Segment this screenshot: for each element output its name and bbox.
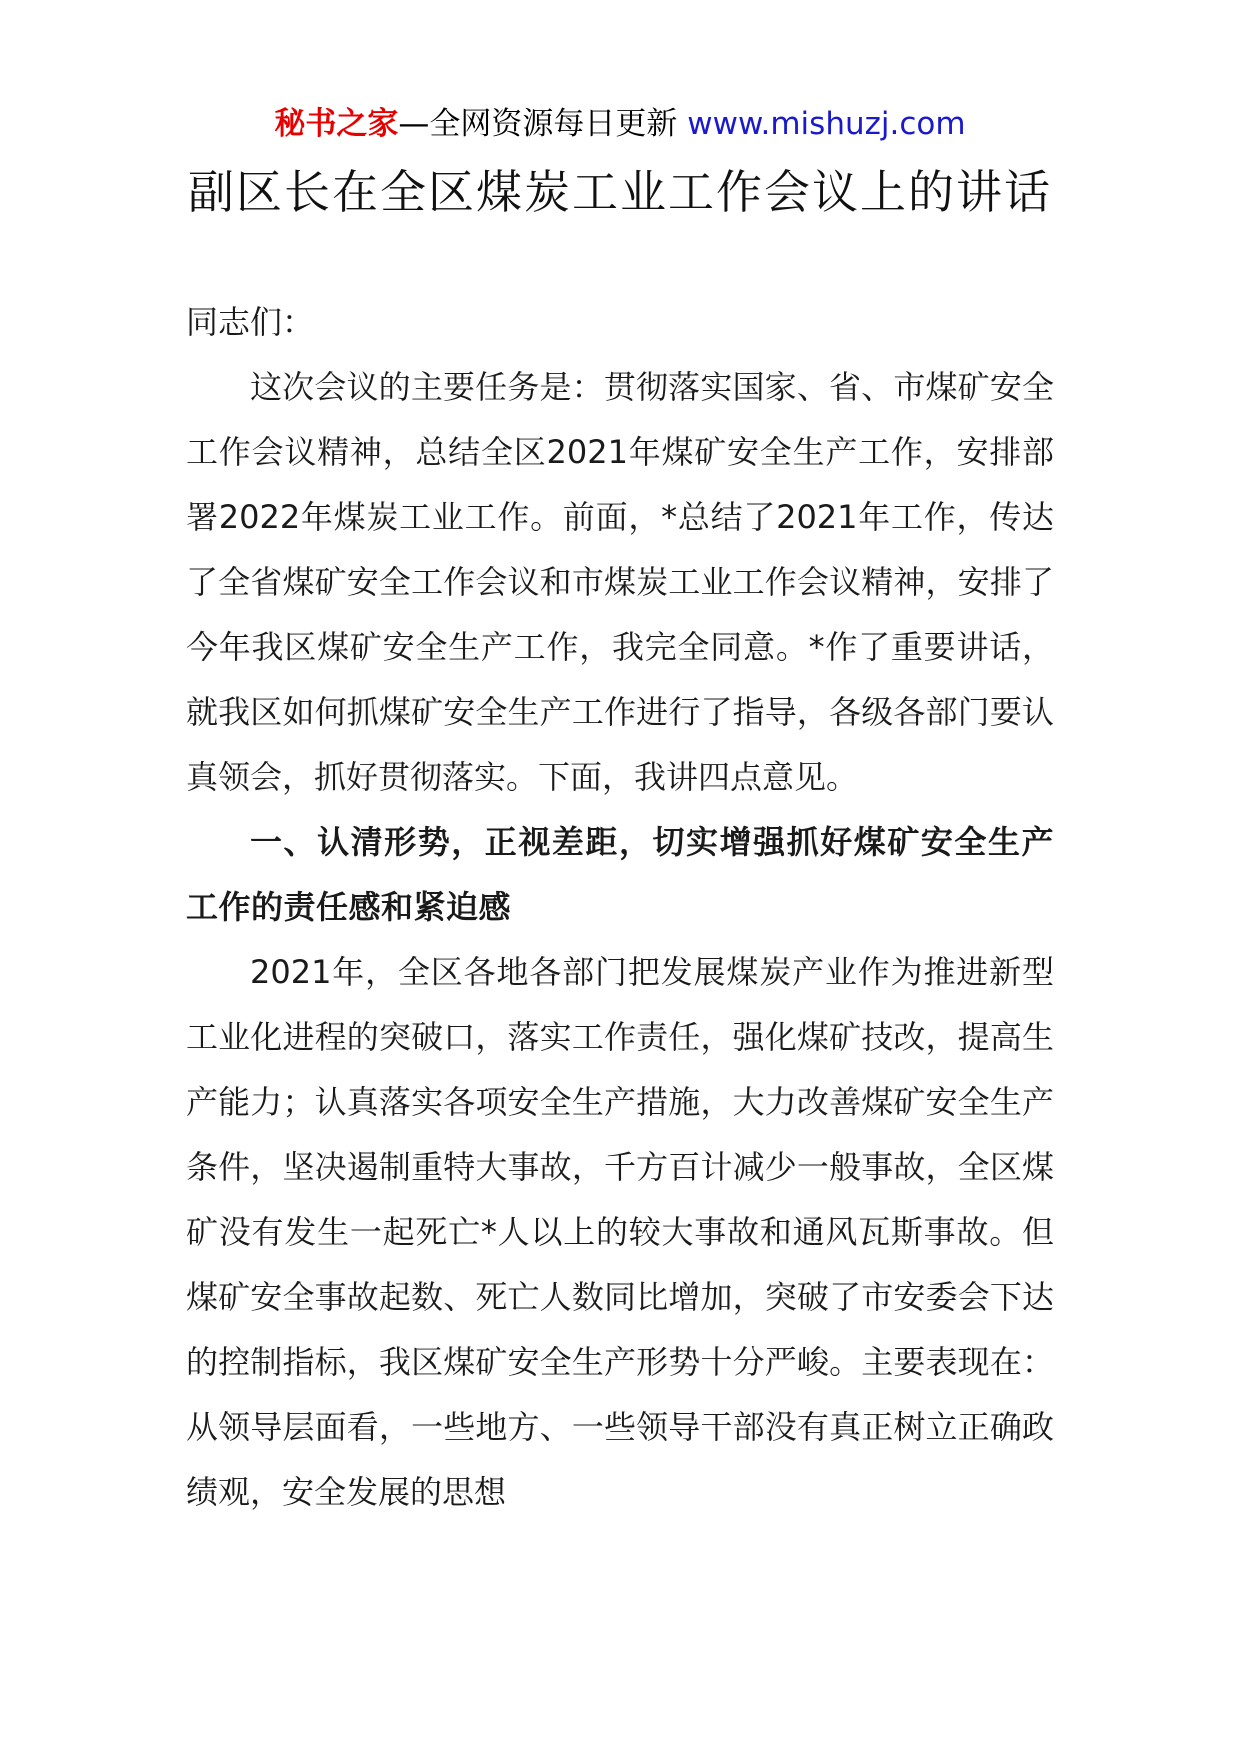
section-heading-1: 一、认清形势，正视差距，切实增强抓好煤矿安全生产工作的责任感和紧迫感 [186, 823, 1054, 926]
paragraph-intro: 这次会议的主要任务是：贯彻落实国家、省、市煤矿安全工作会议精神，总结全区2021年煤矿安全生产工作，安排部署2022年煤炭工业工作。前面，*总结了2021年工作，传达了全省煤矿安全工作会议和市煤炭工业工作会议精神，安排了今年我区煤矿安全生产工作，我完全同意。*作了重要讲话，就我区如何抓煤矿安全生产工作进行了指导，各级各部门要认真领会，抓好贯彻落实。下面，我讲四点意见。 [186, 368, 1054, 796]
document-body [186, 290, 1054, 1525]
site-brand: 秘书之家 [274, 106, 399, 142]
document-title: 副区长在全区煤炭工业工作会议上的讲话 [188, 165, 1052, 219]
site-url-link[interactable]: www.mishuzj.com [687, 106, 966, 142]
paragraph-section-1: 2021年，全区各地各部门把发展煤炭产业作为推进新型工业化进程的突破口，落实工作责任，强化煤矿技改，提高生产能力；认真落实各项安全生产措施，大力改善煤矿安全生产条件，坚决遏制重特大事故，千方百计减少一般事故，全区煤矿没有发生一起死亡*人以上的较大事故和通风瓦斯事故。但煤矿安全事故起数、死亡人数同比增加，突破了市安委会下达的控制指标，我区煤矿安全生产形势十分严峻。主要表现在：从领导层面看，一些地方、一些领导干部没有真正树立正确政绩观，安全发展的思想 [186, 953, 1054, 1511]
site-slogan: —全网资源每日更新 [398, 106, 688, 142]
salutation: 同志们： [186, 303, 315, 341]
site-header [0, 100, 1240, 148]
